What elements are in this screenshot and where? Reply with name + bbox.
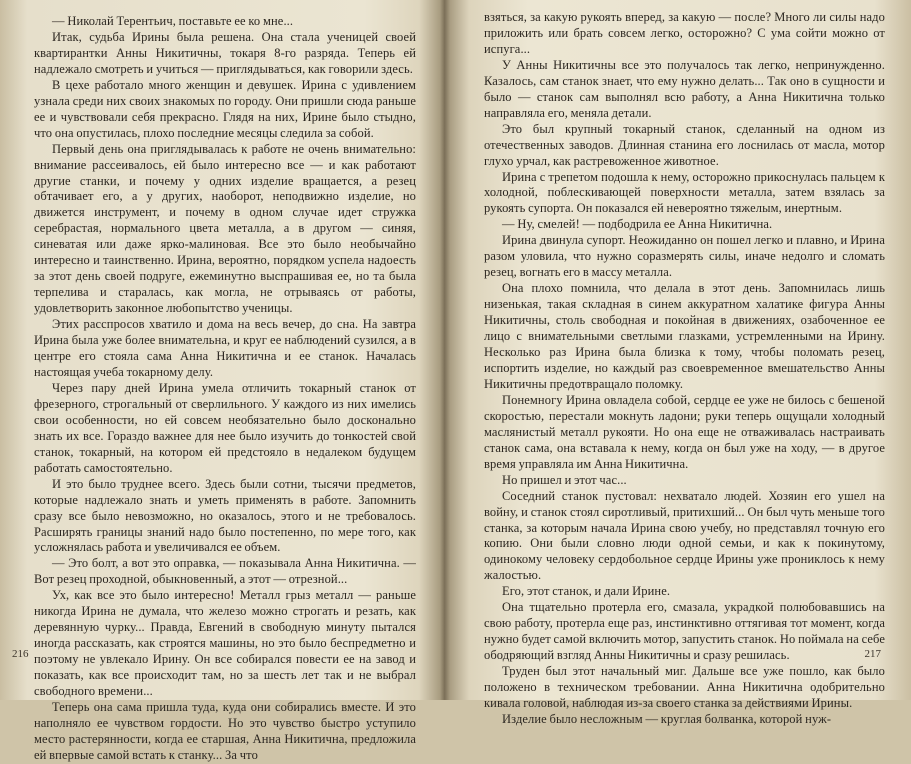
paragraph: И это было труднее всего. Здесь были сотни, тысячи предметов, которые надлежало знать и уметь применять в работе. Запомнить сразу все было невозможно, но оказалось, этого и не требовалось. Расширять границы знаний надо было постепенно, по мере того, как усложнялась работа и увеличивался ее объем.: [34, 476, 416, 555]
paragraph: — Ну, смелей! — подбодрила ее Анна Никитична.: [502, 217, 773, 232]
paragraph: Его, этот станок, и дали Ирине.: [502, 584, 671, 599]
paragraph: Труден был этот начальный миг. Дальше все уже пошло, как было положено в техническом требовании. Анна Никитична одобрительно кивала головой, наблюдая из-за своего станка за действиями Ирины.: [484, 664, 885, 710]
right-page: [462, 0, 911, 726]
paragraph: Ирина двинула супорт. Неожиданно он пошел легко и плавно, и Ирина разом уловила, что нужно соразмерять силы, иначе недолго и сломать резец, вогнать его в массу металла.: [484, 233, 885, 280]
paragraph: Первый день она приглядывалась к работе не очень внимательно: внимание рассеивалось, ей было интересно все — и как работают другие станки, и почему у одних изделие вращается, а резец обтачивает его, а у других, наоборот, неподвижно изделие, но движется инструмент, и почему в одном случае идет стружка серебрастая, нормального цвета металла, а в другом — синяя, синеватая или даже ярко-малиновая. Все это было необычайно интересно и таинственно. Ирина, вероятно, порядком успела надоесть за этот день своей подруге, ежеминутно выспрашивая ее, но та была терпелива и старалась, как могла, не отрываясь от работы, удовлетворить законное любопытство ученицы.: [34, 141, 416, 316]
paragraph: взяться, за какую рукоять вперед, за какую — после? Много ли силы надо приложить или брать совсем легко, осторожно? С ума сойти можно от испуга...: [484, 10, 885, 56]
paragraph: Итак, судьба Ирины была решена. Она стала ученицей своей квартирантки Анны Никитичны, токаря 8-го разряда. Теперь ей надлежало смотреть и учиться — приглядываться, как говорили здесь.: [34, 29, 416, 76]
paragraph: Ирина с трепетом подошла к нему, осторожно прикоснулась пальцем к холодной, поблескивающей поверхности металла, затем взялась за рукоять супорта. Он показался ей невероятно тяжелым, инертным.: [484, 169, 885, 216]
paragraph: Изделие было несложным — круглая болванка, которой нуж-: [502, 711, 832, 726]
paragraph: Это был крупный токарный станок, сделанный на одном из отечественных заводов. Длинная станина его лоснилась от масла, мотор глухо урчал, как растревоженное животное.: [484, 121, 885, 168]
right-page-text: [484, 10, 885, 728]
paragraph: Ух, как все это было интересно! Металл грыз металл — раньше никогда Ирина не думала, что железо можно строгать и резать, как деревянную чурку... Правда, Евгений в свободную минуту пытался иногда рассказать, как строятся машины, но это было беспредметно и поэтому не увлекало Ирину. Он все собирался повести ее на завод и показать, как все происходит там, но за шесть лет так и не выбрал свободного времени...: [34, 588, 416, 699]
paragraph: Она плохо помнила, что делала в этот день. Запомнилась лишь низенькая, такая складная в синем аккуратном халатике фигура Анны Никитичны, столь свободная и покойная в движениях, озабоченное ее лицо с внимательными светлыми глазками, устремленными на Ирину. Несколько раз Ирина была близка к тому, чтобы поломать резец, испортить изделие, но каждый раз своевременное вмешательство Анны Никитичны предотвращало поломку.: [484, 281, 885, 391]
paragraph: Теперь она сама пришла туда, куда они собирались вместе. И это наполняло ее чувством гордости. Но это чувство быстро уступило место растерянности, когда ее старшая, Анна Никитична, предложила ей впервые самой встать к станку... За что: [34, 699, 416, 762]
paragraph: — Это болт, а вот это оправка, — показывала Анна Никитична. — Вот резец проходной, обыкновенный, а этот — отрезной...: [34, 556, 416, 587]
paragraph: — Николай Терентьич, поставьте ее ко мне...: [52, 14, 294, 28]
page-number-right: 217: [864, 648, 881, 660]
paragraph: Понемногу Ирина овладела собой, сердце ее уже не билось с бешеной скоростью, перестали мокнуть ладони; руки теперь ощущали холодный маслянистый металл рукояти. Но она еще не отваживалась настраивать станок сама, она вставала к нему, когда он был уже на ходу, — в другое время управляла им Анна Никитична.: [484, 392, 885, 471]
paragraph: Она тщательно протерла его, смазала, украдкой полюбовавшись на свою работу, протерла еще раз, инстинктивно оттягивая тот момент, когда нужно будет самой включить мотор, запустить станок. Но поймала на себе ободряющий взгляд Анны Никитичны и сразу решилась.: [484, 600, 885, 663]
paragraph: В цехе работало много женщин и девушек. Ирина с удивлением узнала среди них своих знакомых по городу. Они пришли сюда раньше ее и чувствовали себя прекрасно. Глядя на них, Ирине было стыдно, что она опустилась, плохо последние месяцы следила за собой.: [34, 77, 416, 140]
paragraph: Через пару дней Ирина умела отличить токарный станок от фрезерного, строгальный от сверлильного. У каждого из них имелись свои особенности, но ей совсем необязательно было досконально знать их все. Гораздо важнее для нее было изучить до тонкостей свой станок, токарный, на котором ей предстояло в недалеком будущем работать самостоятельно.: [34, 380, 416, 475]
paragraph: У Анны Никитичны все это получалось так легко, непринужденно. Казалось, сам станок знает, что ему нужно делать... Так оно в сущности и было — станок сам выполнял всю работу, а Анна Никитична только направляла его, меняла детали.: [484, 57, 885, 120]
left-page-text: [34, 14, 416, 764]
page-number-left: 216: [12, 648, 29, 660]
paragraph: Но пришел и этот час...: [502, 472, 627, 487]
left-page: [0, 0, 440, 762]
paragraph: Соседний станок пустовал: нехватало людей. Хозяин его ушел на войну, и станок стоял сиротливый, притихший... Он был чуть меньше того станка, за которым начала Ирина свою учебу, но представлял точную его копию. Они были словно люди одной семьи, и как к покинутому, одинокому человеку сердобольное сердце Ирины уже прониклось к нему жалостью.: [484, 488, 885, 583]
paragraph: Этих расспросов хватило и дома на весь вечер, до сна. На завтра Ирина была уже более внимательна, и круг ее наблюдений сузился, а в центре его стояла сама Анна Никитична и ее станок. Началась настоящая учеба токарному делу.: [34, 317, 416, 379]
